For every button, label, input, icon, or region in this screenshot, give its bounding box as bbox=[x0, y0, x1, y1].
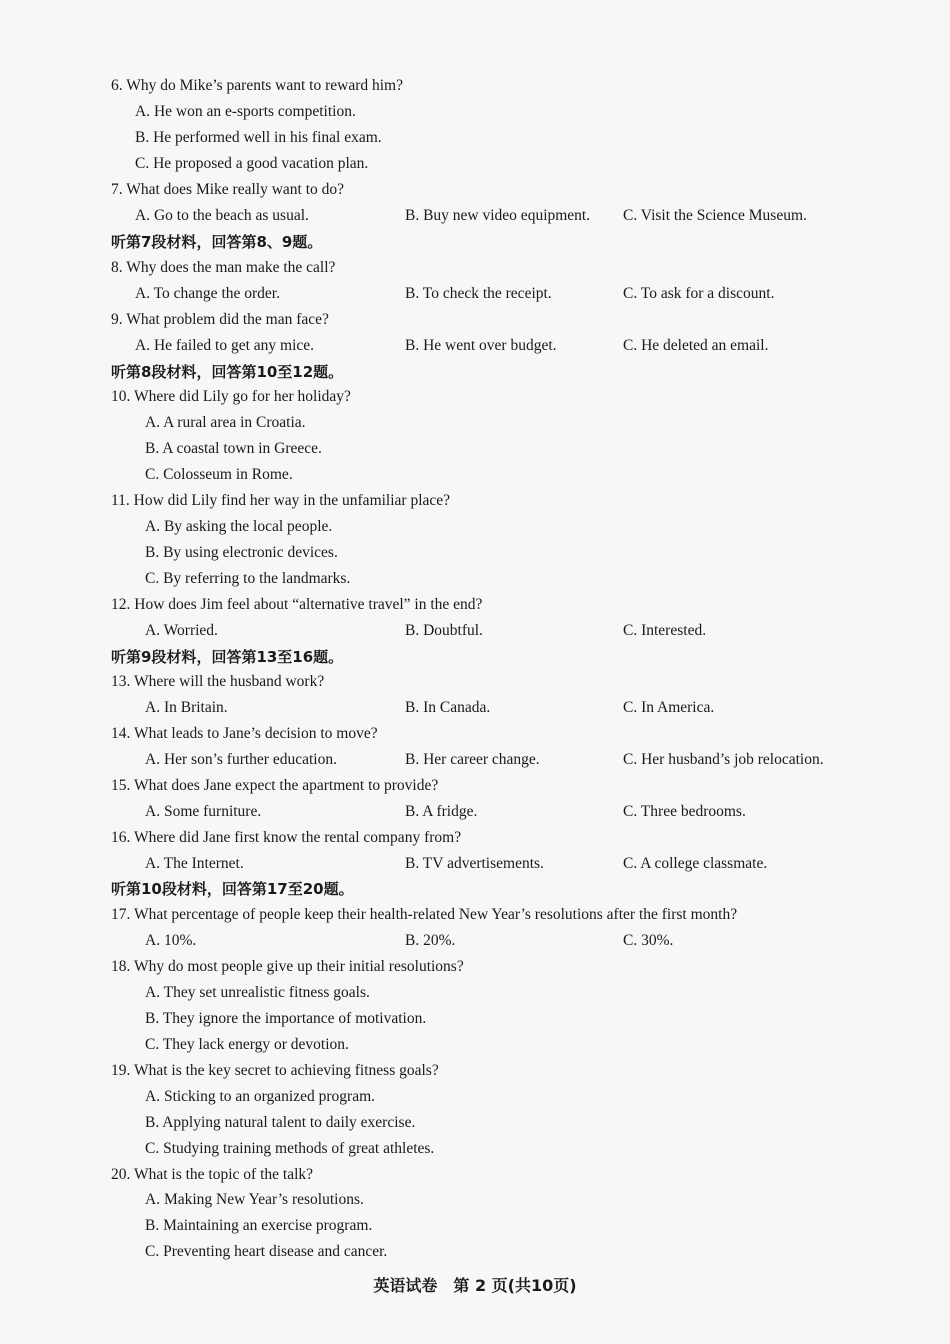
answer-option: C. Visit the Science Museum. bbox=[623, 207, 807, 224]
answer-option: B. 20%. bbox=[405, 932, 456, 949]
question-text: 20. What is the topic of the talk? bbox=[111, 1166, 314, 1183]
answer-option: A. A rural area in Croatia. bbox=[145, 414, 306, 431]
section-instruction: 听第10段材料，回答第17至20题。 bbox=[111, 880, 354, 898]
answer-option: C. They lack energy or devotion. bbox=[145, 1036, 349, 1053]
answer-option: B. In Canada. bbox=[405, 699, 491, 716]
question-text: 15. What does Jane expect the apartment to provide? bbox=[111, 777, 439, 794]
answer-option: A. The Internet. bbox=[145, 855, 244, 872]
answer-option: A. He won an e-sports competition. bbox=[135, 103, 356, 120]
answer-option: C. Studying training methods of great athletes. bbox=[145, 1140, 435, 1157]
answer-option: A. They set unrealistic fitness goals. bbox=[145, 984, 370, 1001]
answer-option: B. Buy new video equipment. bbox=[405, 207, 591, 224]
question-text: 6. Why do Mike’s parents want to reward him? bbox=[111, 77, 403, 94]
question-text: 11. How did Lily find her way in the unfamiliar place? bbox=[111, 492, 451, 509]
answer-option: A. Worried. bbox=[145, 622, 218, 639]
section-instruction: 听第8段材料，回答第10至12题。 bbox=[111, 363, 344, 381]
question-text: 19. What is the key secret to achieving fitness goals? bbox=[111, 1062, 439, 1079]
question-text: 13. Where will the husband work? bbox=[111, 673, 325, 690]
answer-option: A. To change the order. bbox=[135, 285, 280, 302]
answer-option: C. He deleted an email. bbox=[623, 337, 769, 354]
answer-option: B. A coastal town in Greece. bbox=[145, 440, 322, 457]
answer-option: A. Her son’s further education. bbox=[145, 751, 337, 768]
question-text: 8. Why does the man make the call? bbox=[111, 259, 336, 276]
question-text: 7. What does Mike really want to do? bbox=[111, 181, 345, 198]
answer-option: B. Applying natural talent to daily exercise. bbox=[145, 1114, 416, 1131]
answer-option: B. He went over budget. bbox=[405, 337, 557, 354]
question-text: 16. Where did Jane first know the rental company from? bbox=[111, 829, 462, 846]
answer-option: C. In America. bbox=[623, 699, 715, 716]
section-instruction: 听第9段材料，回答第13至16题。 bbox=[111, 648, 344, 666]
page-footer: 英语试卷 第 2 页(共10页) bbox=[373, 1276, 577, 1295]
answer-option: A. 10%. bbox=[145, 932, 197, 949]
answer-option: A. By asking the local people. bbox=[145, 518, 333, 535]
answer-option: B. Her career change. bbox=[405, 751, 540, 768]
answer-option: A. Go to the beach as usual. bbox=[135, 207, 309, 224]
question-text: 9. What problem did the man face? bbox=[111, 311, 329, 328]
answer-option: B. TV advertisements. bbox=[405, 855, 544, 872]
answer-option: A. Sticking to an organized program. bbox=[145, 1088, 376, 1105]
answer-option: C. By referring to the landmarks. bbox=[145, 570, 351, 587]
answer-option: C. Three bedrooms. bbox=[623, 803, 746, 820]
answer-option: C. To ask for a discount. bbox=[623, 285, 775, 302]
question-text: 14. What leads to Jane’s decision to move? bbox=[111, 725, 378, 742]
question-text: 12. How does Jim feel about “alternative travel” in the end? bbox=[111, 596, 483, 613]
answer-option: A. He failed to get any mice. bbox=[135, 337, 315, 354]
answer-option: B. Doubtful. bbox=[405, 622, 483, 639]
answer-option: C. A college classmate. bbox=[623, 855, 768, 872]
answer-option: C. Preventing heart disease and cancer. bbox=[145, 1243, 388, 1260]
answer-option: C. He proposed a good vacation plan. bbox=[135, 155, 369, 172]
answer-option: B. Maintaining an exercise program. bbox=[145, 1217, 373, 1234]
question-text: 10. Where did Lily go for her holiday? bbox=[111, 388, 351, 405]
question-text: 17. What percentage of people keep their health-related New Year’s resolutions after the first month? bbox=[111, 906, 738, 923]
answer-option: A. Making New Year’s resolutions. bbox=[145, 1191, 364, 1208]
answer-option: B. A fridge. bbox=[405, 803, 478, 820]
answer-option: B. He performed well in his final exam. bbox=[135, 129, 382, 146]
answer-option: A. In Britain. bbox=[145, 699, 228, 716]
answer-option: A. Some furniture. bbox=[145, 803, 262, 820]
answer-option: B. They ignore the importance of motivation. bbox=[145, 1010, 427, 1027]
section-instruction: 听第7段材料，回答第8、9题。 bbox=[111, 233, 323, 251]
answer-option: C. 30%. bbox=[623, 932, 674, 949]
answer-option: C. Her husband’s job relocation. bbox=[623, 751, 824, 768]
answer-option: B. To check the receipt. bbox=[405, 285, 552, 302]
question-text: 18. Why do most people give up their initial resolutions? bbox=[111, 958, 464, 975]
answer-option: B. By using electronic devices. bbox=[145, 544, 338, 561]
answer-option: C. Colosseum in Rome. bbox=[145, 466, 293, 483]
answer-option: C. Interested. bbox=[623, 622, 707, 639]
